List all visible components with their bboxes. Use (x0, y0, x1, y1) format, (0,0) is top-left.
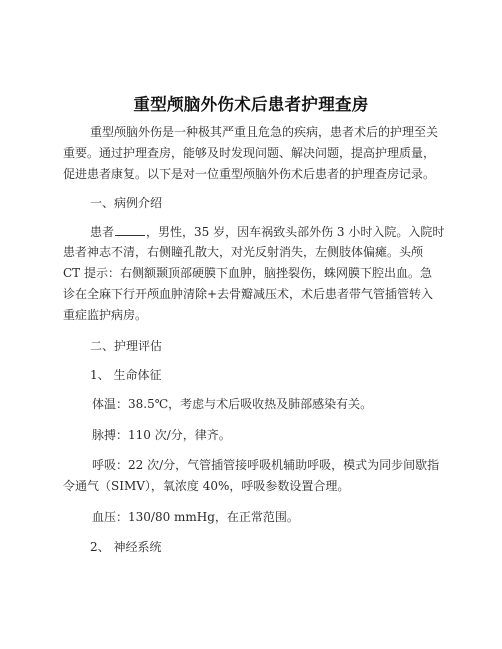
section-heading-case: 一、病例介绍 (90, 196, 163, 210)
patient-name-blank (115, 224, 145, 236)
section-heading-assessment: 二、护理评估 (90, 339, 163, 353)
case-line-4: 诊在全麻下行开颅血肿清除+去骨瓣减压术，术后患者带气管插管转入 (63, 287, 434, 301)
subheading-nervous-system: 2、 神经系统 (90, 540, 162, 554)
case-prefix: 患者 (90, 225, 115, 239)
vital-blood-pressure: 血压：130/80 mmHg，在正常范围。 (92, 510, 299, 524)
vital-respiration-line-1: 呼吸：22 次/分，气管插管接呼吸机辅助呼吸，模式为同步间歇指 (92, 458, 440, 472)
page-title: 重型颅脑外伤术后患者护理查房 (133, 95, 369, 114)
vital-respiration-line-2: 令通气（SIMV），氧浓度 40%，呼吸参数设置合理。 (63, 479, 350, 493)
intro-line-3: 促进患者康复。以下是对一位重型颅脑外伤术后患者的护理查房记录。 (63, 167, 436, 181)
case-line-2: 患者神志不清，右侧瞳孔散大，对光反射消失，左侧肢体偏瘫。头颅 (63, 245, 424, 259)
case-line-1 (90, 224, 444, 239)
intro-line-1: 重型颅脑外伤是一种极其严重且危急的疾病，患者术后的护理至关 (90, 125, 439, 139)
intro-line-2: 重要。通过护理查房，能够及时发现问题、解决问题，提高护理质量， (63, 146, 436, 160)
subheading-vital-signs: 1、 生命体征 (90, 368, 162, 382)
case-line-5: 重症监护病房。 (63, 308, 148, 322)
vital-pulse: 脉搏：110 次/分，律齐。 (92, 428, 231, 442)
case-line-3: CT 提示：右侧额颞顶部硬膜下血肿，脑挫裂伤，蛛网膜下腔出血。急 (63, 266, 433, 280)
vital-temperature: 体温：38.5℃，考虑与术后吸收热及肺部感染有关。 (92, 397, 373, 411)
case-line-1-rest: ，男性，35 岁，因车祸致头部外伤 3 小时入院。入院时 (146, 225, 445, 239)
